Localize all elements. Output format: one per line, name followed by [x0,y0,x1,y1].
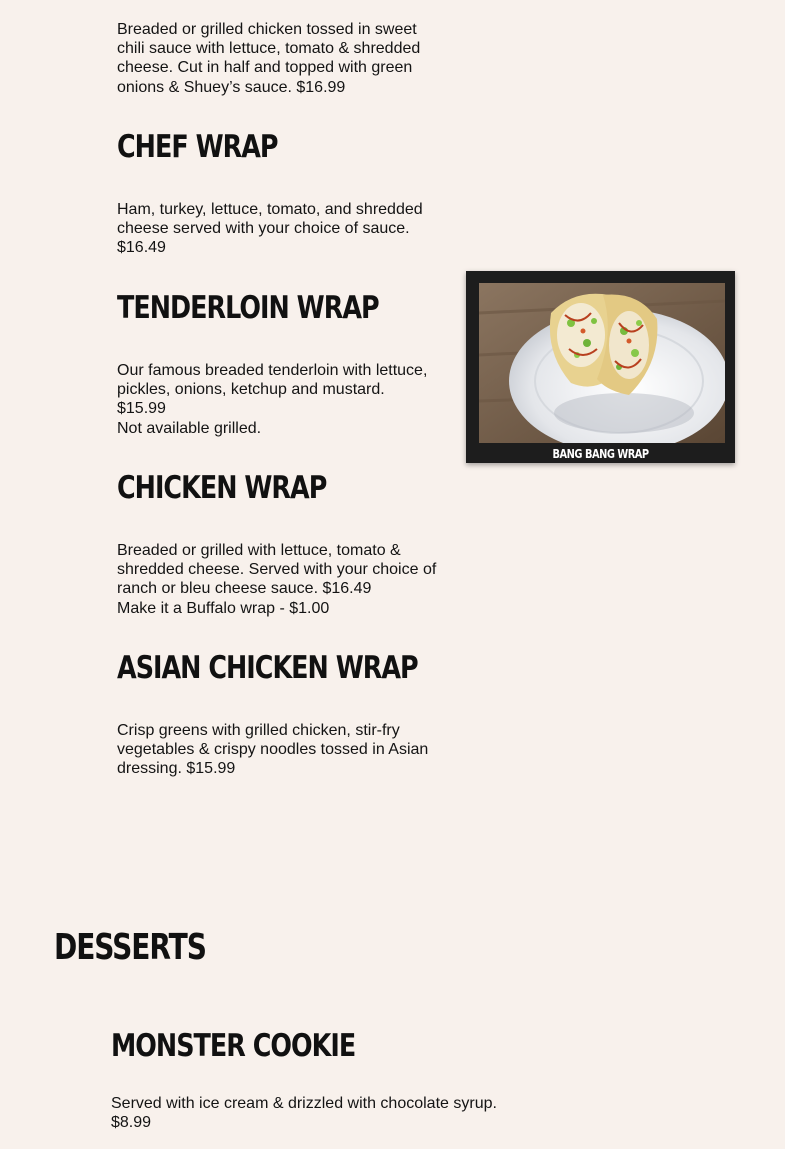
menu-item-title-chicken-wrap: CHICKEN WRAP [117,470,327,506]
menu-item-description: Ham, turkey, lettuce, tomato, and shredded cheese served with your choice of sauce. $16.49 [117,201,423,257]
section-title-desserts: DESSERTS [54,927,206,968]
bang-bang-wrap-photo-card[interactable] [466,271,735,463]
menu-item-title-chef-wrap: CHEF WRAP [117,129,278,165]
menu-item-description: Served with ice cream & drizzled with chocolate syrup. $8.99 [111,1095,497,1132]
menu-item-description: Crisp greens with grilled chicken, stir-fry vegetables & crispy noodles tossed in Asian dressing. $15.99 [117,722,429,778]
bang-bang-wrap-photo [479,283,725,443]
menu-item-title-asian-chicken-wrap: ASIAN CHICKEN WRAP [117,650,418,686]
menu-item-title-monster-cookie: MONSTER COOKIE [111,1028,356,1064]
photo-caption: BANG BANG WRAP [552,447,649,461]
menu-item-description: Breaded or grilled with lettuce, tomato & shredded cheese. Served with your choice of ranch or bleu cheese sauce. $16.49 Make it a Buffalo wrap - $1.00 [117,542,437,617]
menu-item-description: Our famous breaded tenderloin with lettuce, pickles, onions, ketchup and mustard. $15.99 Not available grilled. [117,362,428,437]
menu-item-description: Breaded or grilled chicken tossed in sweet chili sauce with lettuce, tomato & shredded cheese. Cut in half and topped with green onions & Shuey’s sauce. $16.99 [117,21,421,96]
menu-item-title-tenderloin-wrap: TENDERLOIN WRAP [117,290,379,326]
